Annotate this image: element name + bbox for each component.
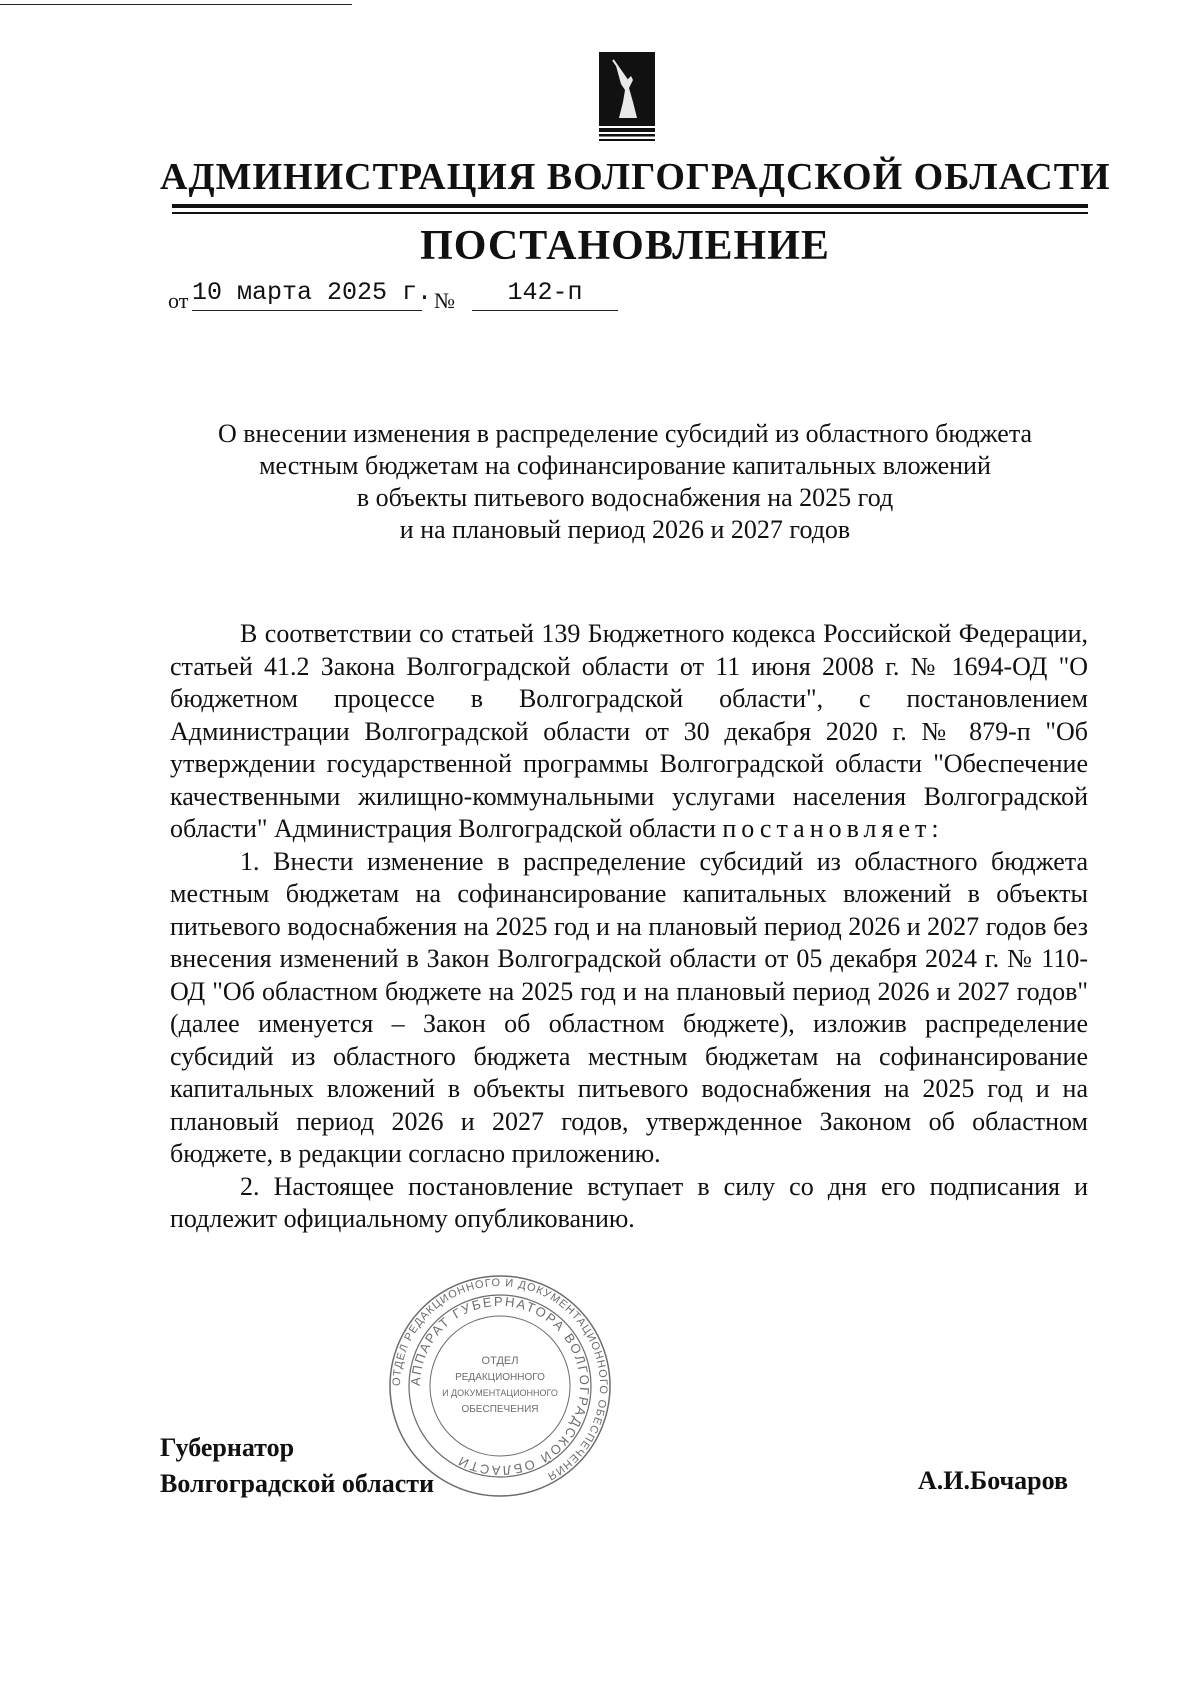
seal-inner-ring-text: АППАРАТ ГУБЕРНАТОРА ВОЛГОГРАДСКОЙ ОБЛАСТИ [407,1293,593,1479]
item-1-paragraph: 1. Внести изменение в распределение субсидий из областного бюджета местным бюджетам на софинансирование капитальных вложений в объекты питьевого водоснабжения на 2025 год и на плановый период 2026 и 2027 годов без внесения изменений в Закон Волгоградской области от 05 декабря 2024 г. № 110-ОД "Об областном бюджете на 2025 год и на плановый период 2026 и 2027 годов" (далее именуется – Закон об областном бюджете), изложив распределение субсидий из областного бюджета местным бюджетам на софинансирование капитальных вложений в объекты питьевого водоснабжения на 2025 год и на плановый период 2026 и 2027 годов, утвержденное Законом об областном бюджете, в редакции согласно приложению. [170,846,1088,1168]
header-rule-thin [172,212,1088,214]
seal-center-line: ОТДЕЛ [481,1355,519,1367]
document-number: 142-п [472,278,618,311]
decree-word: постановляет: [722,814,944,843]
document-subject [160,418,1090,546]
seal-center-line: РЕДАКЦИОННОГО [455,1372,545,1383]
volgograd-motherland-emblem-icon [593,50,661,146]
subject-line: в объекты питьевого водоснабжения на 2025 год [356,483,894,512]
header-rule-thick [172,204,1088,208]
seal-center-line: И ДОКУМЕНТАЦИОННОГО [442,1388,558,1398]
subject-line: О внесении изменения в распределение субсидий из областного бюджета [217,419,1033,448]
signatory-title-line: Губернатор [160,1433,295,1462]
organization-name: АДМИНИСТРАЦИЯ ВОЛГОГРАДСКОЙ ОБЛАСТИ [160,156,1111,198]
subject-line: и на плановый период 2026 и 2027 годов [399,515,851,544]
preamble-text: В соответствии со статьей 139 Бюджетного кодекса Российской Федерации, статьей 41.2 Закона Волгоградской области от 11 июня 2008 г. № 1694-ОД "О бюджетном процессе в Волгоградской области", с постановлением Администрации Волгоградской области от 30 декабря 2020 г. № 879-п "Об утверждении государственной программы Волгоградской области "Обеспечение качественными жилищно-коммунальными услугами населения Волгоградской области" Администрация Волгоградской области [170,619,1088,843]
document-body [170,618,1088,1236]
signatory-title-line: Волгоградской области [160,1469,435,1498]
date-from-label: от [168,288,189,313]
document-type: ПОСТАНОВЛЕНИЕ [420,223,830,269]
seal-outer-ring-text: ОТДЕЛ РЕДАКЦИОННОГО И ДОКУМЕНТАЦИОННОГО ОБЕСПЕЧЕНИЯ [390,1276,610,1483]
item-2-paragraph: 2. Настоящее постановление вступает в силу со дня его подписания и подлежит официальному опубликованию. [170,1171,1088,1233]
document-date: 10 марта 2025 г. [192,278,422,311]
seal-center-line: ОБЕСПЕЧЕНИЯ [461,1404,539,1415]
preamble-paragraph [170,618,1088,846]
signatory-name: А.И.Бочаров [918,1466,1069,1495]
number-label: № [434,288,455,313]
subject-line: местным бюджетам на софинансирование капитальных вложений [259,451,991,480]
scan-top-rule [0,4,352,5]
official-seal-icon [386,1272,614,1500]
